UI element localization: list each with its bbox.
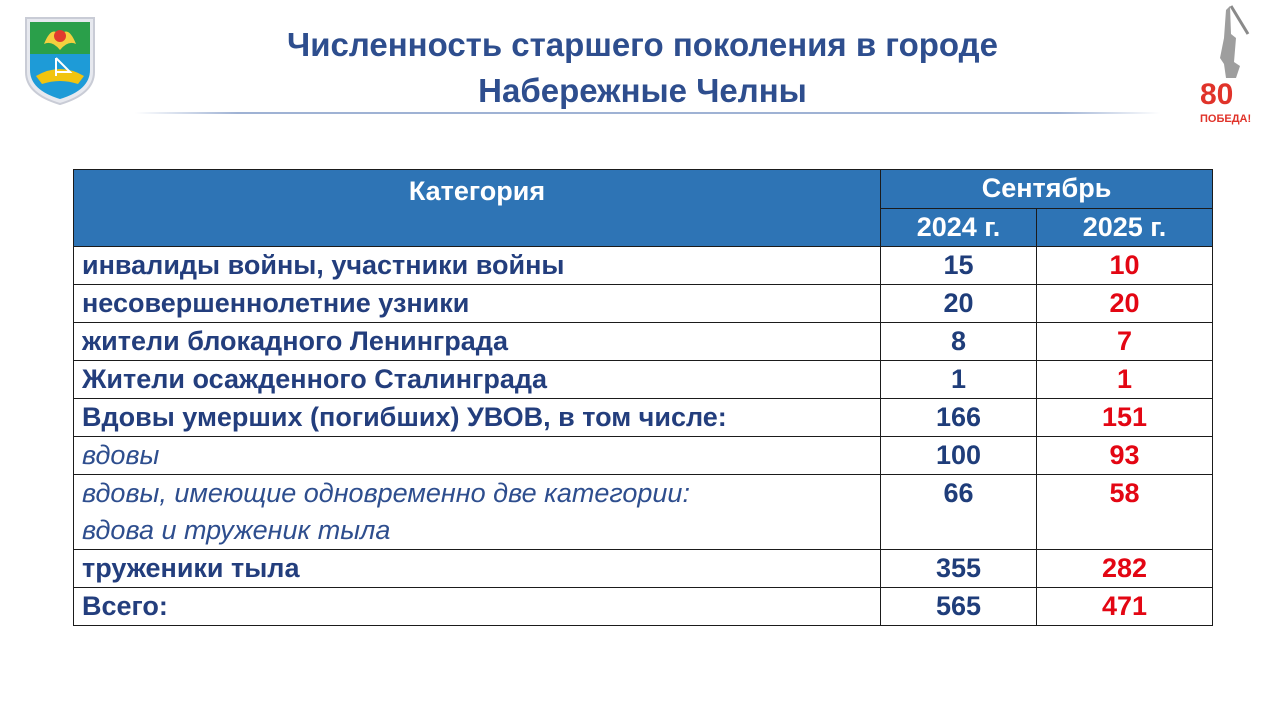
table-row	[74, 247, 1213, 285]
table-row	[74, 475, 1213, 550]
value-2024: 166	[881, 399, 1037, 437]
table-row	[74, 437, 1213, 475]
value-2025: 93	[1037, 437, 1213, 475]
value-2024: 355	[881, 550, 1037, 588]
badge-subtext: ПОБЕДА!	[1200, 113, 1252, 125]
value-2025: 151	[1037, 399, 1213, 437]
column-header-2024: 2024 г.	[881, 208, 1037, 247]
victory-80-emblem-icon	[1196, 4, 1268, 128]
value-2024: 15	[881, 247, 1037, 285]
row-label-line-1: вдовы, имеющие одновременно две категории:	[82, 478, 690, 508]
badge-80-text: 80	[1200, 78, 1234, 111]
column-header-category: Категория	[74, 170, 881, 247]
title-line-2: Набережные Челны	[478, 72, 807, 109]
table-row	[74, 550, 1213, 588]
header-divider	[135, 112, 1160, 114]
value-2024: 1	[881, 361, 1037, 399]
table-row	[74, 399, 1213, 437]
row-label: Всего:	[74, 588, 881, 626]
row-label: жители блокадного Ленинграда	[74, 323, 881, 361]
row-label: вдовы	[74, 437, 881, 475]
city-crest-icon	[22, 14, 98, 106]
row-label-line-2: вдова и труженик тыла	[82, 515, 391, 545]
column-header-month: Сентябрь	[881, 170, 1213, 209]
row-label: труженики тыла	[74, 550, 881, 588]
population-table	[73, 169, 1213, 626]
page-title	[140, 22, 1145, 114]
value-2025: 58	[1037, 475, 1213, 550]
value-2024: 565	[881, 588, 1037, 626]
value-2025: 1	[1037, 361, 1213, 399]
value-2025: 10	[1037, 247, 1213, 285]
value-2025: 7	[1037, 323, 1213, 361]
value-2024: 8	[881, 323, 1037, 361]
table-row	[74, 361, 1213, 399]
row-label	[74, 475, 881, 550]
row-label: Вдовы умерших (погибших) УВОВ, в том числе:	[74, 399, 881, 437]
row-label: Жители осажденного Сталинграда	[74, 361, 881, 399]
row-label: несовершеннолетние узники	[74, 285, 881, 323]
table-row-total	[74, 588, 1213, 626]
value-2025: 20	[1037, 285, 1213, 323]
table-row	[74, 285, 1213, 323]
value-2024: 20	[881, 285, 1037, 323]
value-2024: 66	[881, 475, 1037, 550]
column-header-2025: 2025 г.	[1037, 208, 1213, 247]
value-2025: 282	[1037, 550, 1213, 588]
title-line-1: Численность старшего поколения в городе	[287, 26, 998, 63]
row-label: инвалиды войны, участники войны	[74, 247, 881, 285]
value-2024: 100	[881, 437, 1037, 475]
value-2025: 471	[1037, 588, 1213, 626]
table-row	[74, 323, 1213, 361]
